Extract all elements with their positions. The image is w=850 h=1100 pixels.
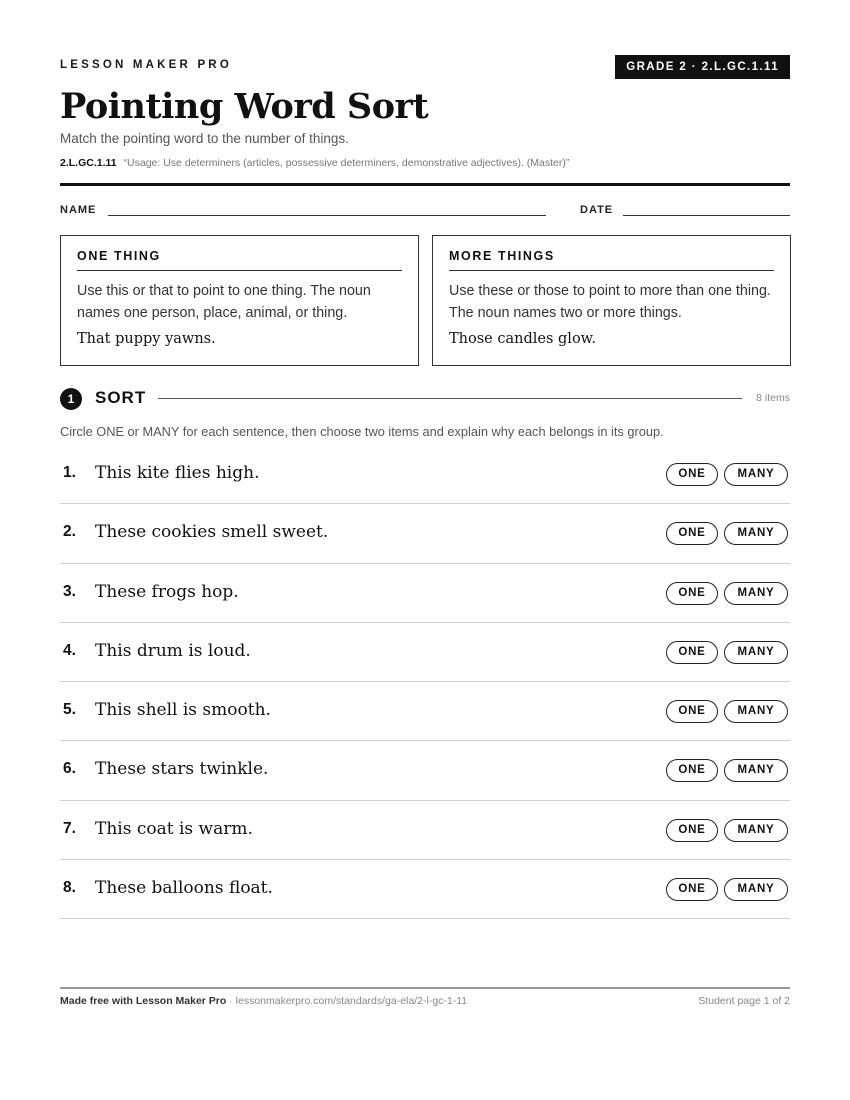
box-example: That puppy yawns. [77, 331, 216, 347]
list-item [60, 623, 790, 682]
footer-url[interactable]: · lessonmakerpro.com/standards/ga-ela/2-l-gc-1-11 [226, 995, 468, 1007]
name-label: NAME [60, 204, 97, 216]
one-option-button[interactable]: ONE [666, 878, 718, 901]
date-field[interactable] [623, 215, 790, 216]
many-option-button[interactable]: MANY [724, 878, 788, 901]
item-number: 2. [63, 523, 76, 541]
one-option-button[interactable]: ONE [666, 819, 718, 842]
list-item [60, 741, 790, 800]
one-option-button[interactable]: ONE [666, 522, 718, 545]
item-number: 7. [63, 819, 76, 837]
box-description: Use this or that to point to one thing. The noun names one person, place, animal, or thing. [77, 283, 371, 321]
name-date-row [60, 204, 790, 218]
list-item [60, 564, 790, 623]
standard-text: “Usage: Use determiners (articles, possessive determiners, demonstrative adjectives). (Master)” [123, 157, 570, 169]
more-things-box [432, 235, 791, 366]
page-subtitle: Match the pointing word to the number of things. [60, 131, 349, 146]
name-field[interactable] [108, 215, 546, 216]
item-count: 8 items [756, 392, 790, 404]
many-option-button[interactable]: MANY [724, 819, 788, 842]
brand-name: LESSON MAKER PRO [60, 59, 232, 71]
many-option-button[interactable]: MANY [724, 582, 788, 605]
box-title: ONE THING [77, 249, 402, 271]
item-sentence: This drum is loud. [95, 640, 251, 661]
footer-page-number: Student page 1 of 2 [698, 995, 790, 1007]
section-rule [158, 398, 742, 399]
item-sentence: This shell is smooth. [95, 700, 271, 721]
box-description: Use these or those to point to more than one thing. The noun names two or more things. [449, 283, 771, 321]
one-option-button[interactable]: ONE [666, 700, 718, 723]
footer-divider [60, 987, 790, 989]
item-sentence: These frogs hop. [95, 581, 239, 602]
item-number: 8. [63, 879, 76, 897]
standard-line [60, 157, 569, 169]
one-thing-box [60, 235, 419, 366]
header-divider [60, 183, 790, 186]
many-option-button[interactable]: MANY [724, 641, 788, 664]
section-header [60, 387, 790, 411]
footer-made-with: Made free with Lesson Maker Pro [60, 995, 227, 1007]
one-option-button[interactable]: ONE [666, 463, 718, 486]
item-number: 4. [63, 641, 76, 659]
item-number: 1. [63, 464, 76, 481]
list-item [60, 504, 790, 563]
header [60, 55, 790, 79]
item-number: 6. [63, 760, 76, 778]
one-option-button[interactable]: ONE [666, 641, 718, 664]
list-item [60, 682, 790, 741]
many-option-button[interactable]: MANY [724, 463, 788, 486]
item-sentence: This coat is warm. [95, 818, 253, 839]
sort-items-list [60, 445, 790, 919]
list-item [60, 801, 790, 860]
item-sentence: This kite flies high. [95, 463, 260, 483]
worksheet-page [60, 0, 790, 1100]
list-item [60, 445, 790, 504]
box-title: MORE THINGS [449, 249, 774, 271]
page-title: Pointing Word Sort [60, 86, 429, 127]
section-title: SORT [95, 388, 147, 407]
item-sentence: These balloons float. [95, 878, 273, 899]
box-example: Those candles glow. [449, 331, 596, 347]
one-option-button[interactable]: ONE [666, 759, 718, 782]
one-option-button[interactable]: ONE [666, 582, 718, 605]
list-item [60, 860, 790, 919]
item-sentence: These cookies smell sweet. [95, 522, 329, 543]
section-number-badge: 1 [60, 388, 82, 410]
item-sentence: These stars twinkle. [95, 759, 269, 780]
footer-credit [60, 995, 467, 1007]
many-option-button[interactable]: MANY [724, 700, 788, 723]
grade-badge: GRADE 2 · 2.L.GC.1.11 [615, 55, 790, 79]
item-number: 5. [63, 701, 76, 719]
date-label: DATE [580, 204, 614, 216]
many-option-button[interactable]: MANY [724, 522, 788, 545]
section-instructions: Circle ONE or MANY for each sentence, then choose two items and explain why each belongs in its group. [60, 424, 664, 439]
item-number: 3. [63, 582, 76, 600]
many-option-button[interactable]: MANY [724, 759, 788, 782]
standard-code: 2.L.GC.1.11 [60, 157, 117, 169]
